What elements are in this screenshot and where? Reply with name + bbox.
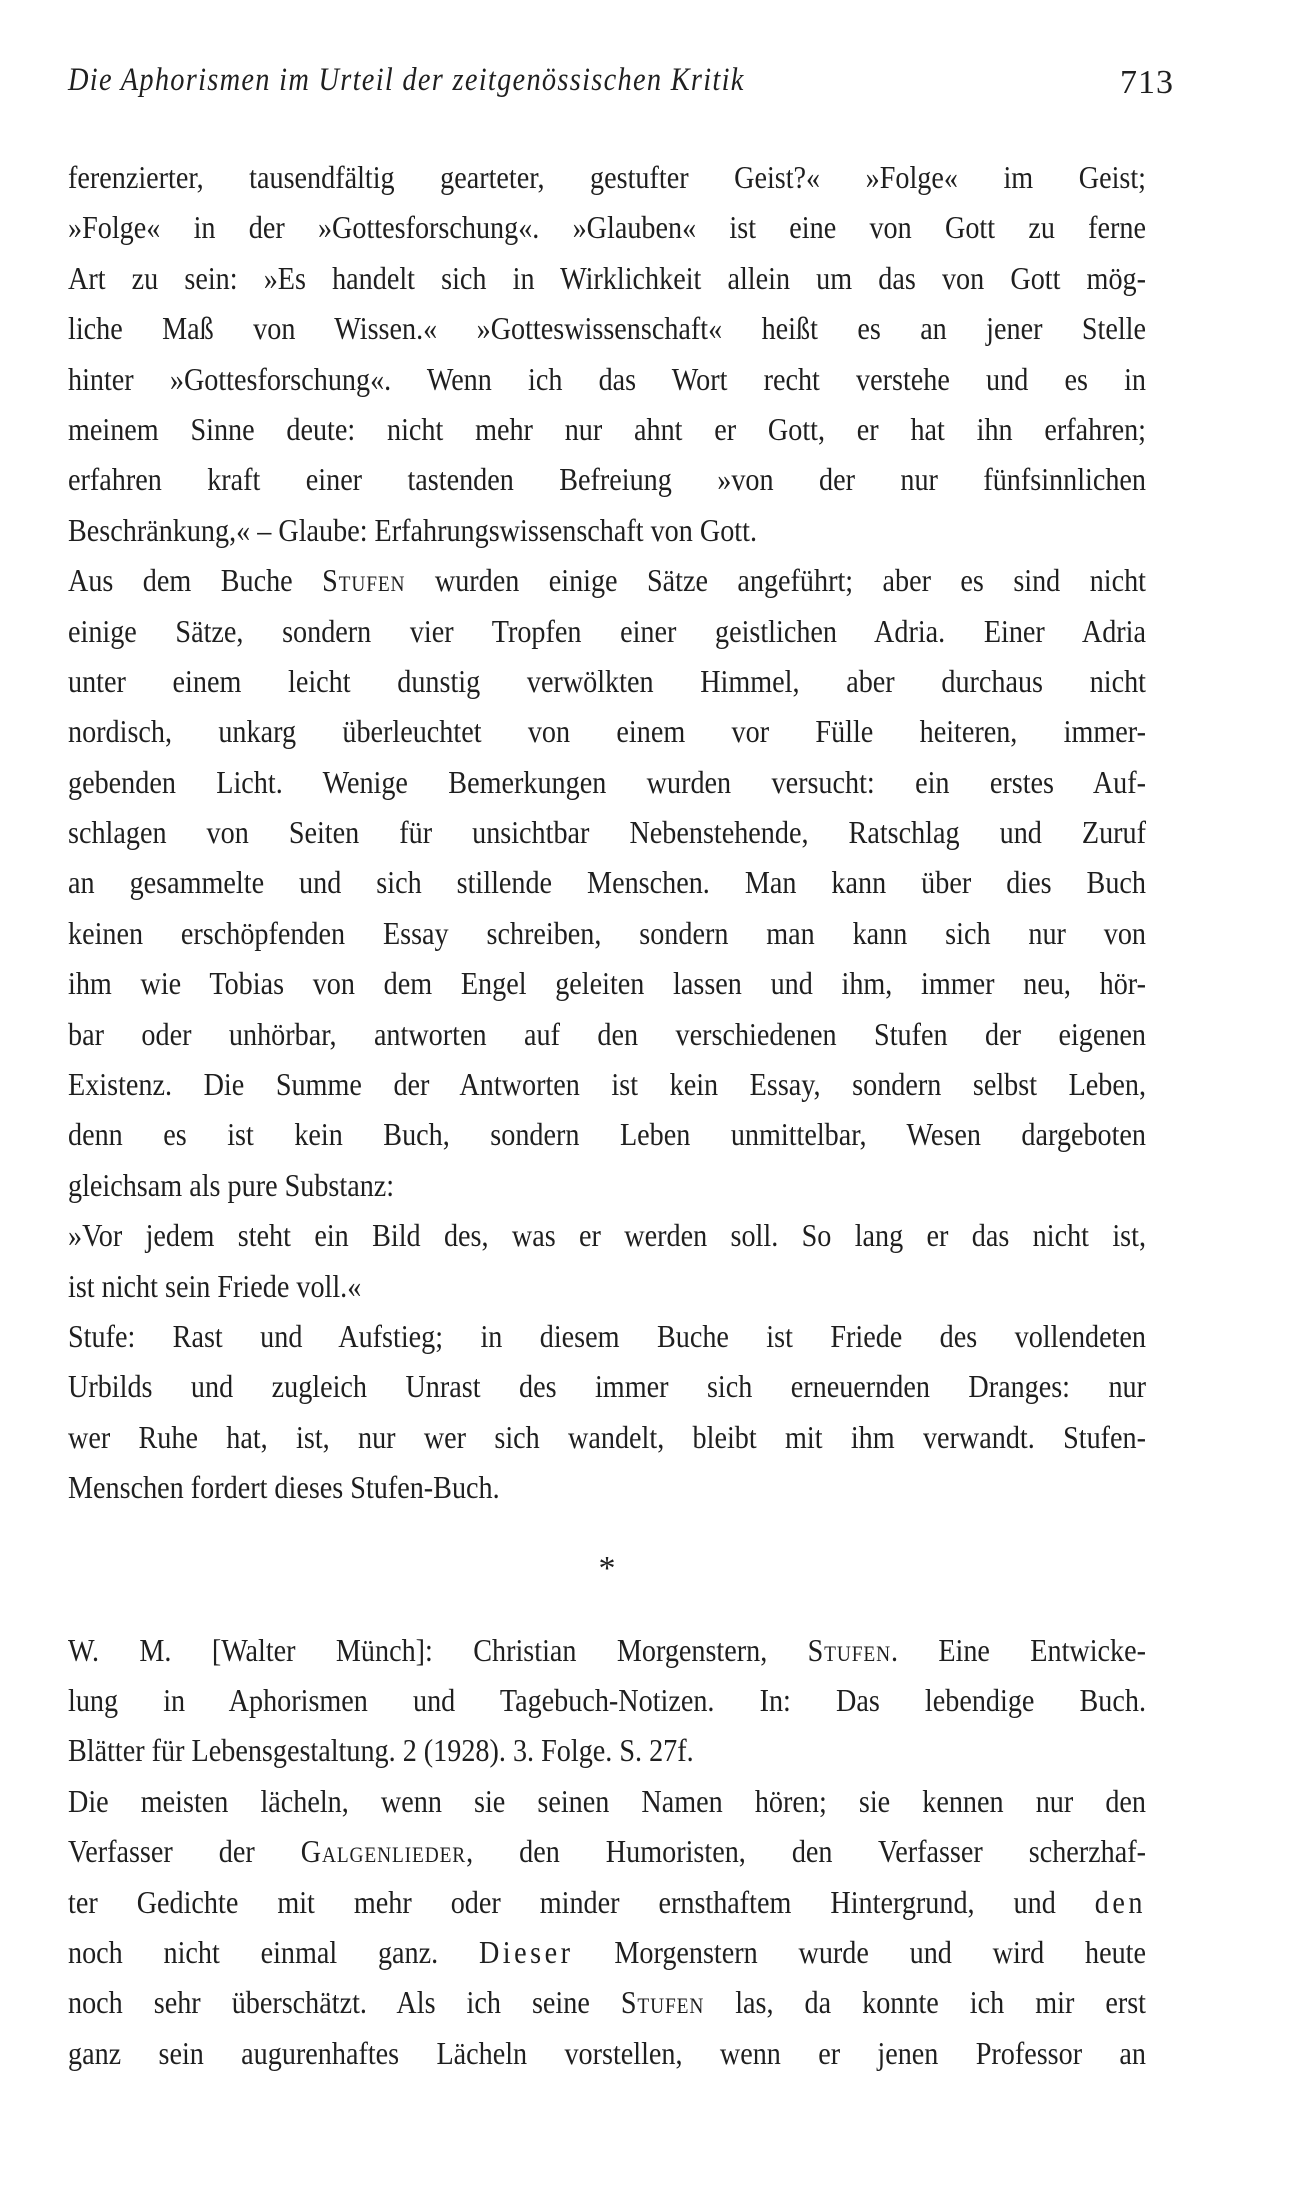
text-run: Urbilds und zugleich Unrast des immer sich erneuernden Dranges: nur: [68, 1368, 1146, 1405]
text-line: [68, 1412, 1146, 1462]
text-line: [68, 1826, 1146, 1876]
text-run: wer Ruhe hat, ist, nur wer sich wandelt, bleibt mit ihm verwandt. Stufen-: [68, 1418, 1146, 1455]
text-run: Blätter für Lebensgestaltung. 2 (1928). 3. Folge. S. 27f.: [68, 1732, 694, 1769]
text-line: [68, 1009, 1146, 1059]
text-line: [68, 555, 1146, 605]
text-line: [68, 1261, 1146, 1311]
text-run: »Folge« in der »Gottesforschung«. »Glauben« ist eine von Gott zu ferne: [68, 209, 1146, 246]
text-line: [68, 958, 1146, 1008]
text-line: [68, 1160, 1146, 1210]
text-line: [68, 1059, 1146, 1109]
text-run: Art zu sein: »Es handelt sich in Wirklichkeit allein um das von Gott mög-: [68, 259, 1146, 296]
text-run: Morgenstern wurde und wird heute: [573, 1933, 1146, 1970]
text-line: [68, 908, 1146, 958]
text-line: [68, 404, 1146, 454]
text-line: [68, 706, 1146, 756]
text-line: [68, 1625, 1146, 1675]
text-line: [68, 1361, 1146, 1411]
text-run: keinen erschöpfenden Essay schreiben, sondern man kann sich nur von: [68, 914, 1146, 951]
text-run: W. M. [Walter Münch]: Christian Morgenstern,: [68, 1631, 808, 1668]
text-line: [68, 606, 1146, 656]
text-line: [68, 454, 1146, 504]
letterspaced-emphasis: den: [1094, 1883, 1146, 1920]
text-line: [68, 2028, 1146, 2078]
text-run: ferenzierter, tausendfältig gearteter, gestufter Geist?« »Folge« im Geist;: [68, 159, 1146, 195]
text-run: Die meisten lächeln, wenn sie seinen Namen hören; sie kennen nur den: [68, 1782, 1146, 1819]
section-divider-asterisk: *: [598, 1549, 616, 1587]
text-run: wurden einige Sätze angeführt; aber es sind nicht: [405, 562, 1147, 599]
text-run: Verfasser der: [68, 1833, 301, 1870]
text-line: [68, 253, 1146, 303]
text-line: [68, 1109, 1146, 1159]
text-line: [68, 354, 1146, 404]
text-run: las, da konnte ich mir erst: [704, 1984, 1147, 2021]
text-run: gleichsam als pure Substanz:: [68, 1166, 395, 1203]
text-run: »Vor jedem steht ein Bild des, was er werden soll. So lang er das nicht ist,: [68, 1217, 1146, 1254]
text-line: [68, 757, 1146, 807]
text-run: ter Gedichte mit mehr oder minder ernsthaftem Hintergrund, und: [68, 1883, 1095, 1920]
text-line: [68, 1725, 1146, 1775]
book-title-small-caps: Stufen: [620, 1984, 705, 2021]
text-run: an gesammelte und sich stillende Menschen. Man kann über dies Buch: [68, 864, 1146, 901]
text-line: [68, 303, 1146, 353]
text-run: ganz sein augurenhaftes Lächeln vorstellen, wenn er jenen Professor an: [68, 2034, 1146, 2071]
text-line: [68, 1675, 1146, 1725]
text-line: [68, 1927, 1146, 1977]
text-run: erfahren kraft einer tastenden Befreiung »von der nur fünfsinnlichen: [68, 461, 1146, 498]
text-run: . Eine Entwicke-: [890, 1631, 1147, 1668]
review-section-stufen-spirit: [68, 152, 1146, 1513]
text-run: meinem Sinne deute: nicht mehr nur ahnt er Gott, er hat ihn erfahren;: [68, 410, 1146, 447]
text-run: Menschen fordert dieses Stufen-Buch.: [68, 1469, 500, 1506]
text-run: Aus dem Buche: [68, 562, 323, 599]
text-run: Existenz. Die Summe der Antworten ist kein Essay, sondern selbst Leben,: [68, 1066, 1146, 1103]
text-run: denn es ist kein Buch, sondern Leben unmittelbar, Wesen dargeboten: [68, 1116, 1146, 1153]
book-title-small-caps: Stufen: [322, 562, 406, 599]
text-run: bar oder unhörbar, antworten auf den verschiedenen Stufen der eigenen: [68, 1015, 1146, 1052]
text-run: ihm wie Tobias von dem Engel geleiten lassen und ihm, immer neu, hör-: [68, 965, 1146, 1002]
running-header: [68, 62, 1174, 112]
text-line: [68, 857, 1146, 907]
text-run: , den Humoristen, den Verfasser scherzhaf-: [466, 1833, 1147, 1870]
text-line: [68, 202, 1146, 252]
text-line: [68, 1776, 1146, 1826]
running-title: Die Aphorismen im Urteil der zeitgenössischen Kritik: [68, 62, 745, 98]
letterspaced-emphasis: Dieser: [478, 1933, 574, 1970]
text-line: [68, 1877, 1146, 1927]
text-line: [68, 1462, 1146, 1512]
text-run: hinter »Gottesforschung«. Wenn ich das Wort recht verstehe und es in: [68, 360, 1146, 397]
text-run: lung in Aphorismen und Tagebuch-Notizen. In: Das lebendige Buch.: [68, 1681, 1146, 1718]
text-run: nordisch, unkarg überleuchtet von einem vor Fülle heiteren, immer-: [68, 713, 1146, 750]
text-line: [68, 1311, 1146, 1361]
text-run: noch sehr überschätzt. Als ich seine: [68, 1984, 621, 2021]
book-title-small-caps: Stufen: [807, 1631, 891, 1668]
text-run: schlagen von Seiten für unsichtbar Nebenstehende, Ratschlag und Zuruf: [68, 814, 1146, 851]
text-run: liche Maß von Wissen.« »Gotteswissenschaft« heißt es an jener Stelle: [68, 310, 1146, 347]
text-run: gebenden Licht. Wenige Bemerkungen wurden versucht: ein erstes Auf-: [68, 763, 1146, 800]
text-run: Beschränkung,« – Glaube: Erfahrungswissenschaft von Gott.: [68, 511, 757, 548]
text-line: [68, 1210, 1146, 1260]
page-body: [68, 152, 1146, 2078]
page-number: 713: [1120, 64, 1174, 101]
book-title-small-caps: Galgenlieder: [300, 1833, 467, 1870]
text-run: einige Sätze, sondern vier Tropfen einer geistlichen Adria. Einer Adria: [68, 612, 1146, 649]
text-run: unter einem leicht dunstig verwölkten Himmel, aber durchaus nicht: [68, 662, 1146, 699]
text-run: Stufe: Rast und Aufstieg; in diesem Buche ist Friede des vollendeten: [68, 1317, 1146, 1354]
text-run: noch nicht einmal ganz.: [68, 1933, 479, 1970]
text-run: ist nicht sein Friede voll.«: [68, 1267, 362, 1304]
text-line: [68, 807, 1146, 857]
text-line: [68, 152, 1146, 202]
text-line: [68, 1977, 1146, 2027]
text-line: [68, 656, 1146, 706]
review-section-walter-muench: [68, 1625, 1146, 2079]
text-line: [68, 505, 1146, 555]
